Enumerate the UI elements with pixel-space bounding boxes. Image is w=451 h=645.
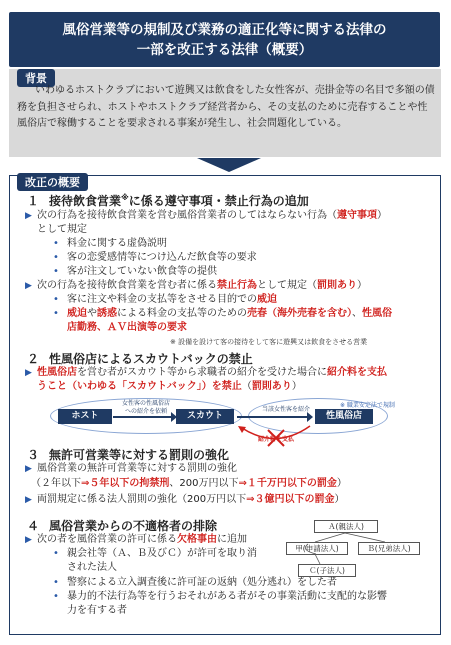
arrow-right-icon xyxy=(307,412,313,422)
s3-p2-text-c: ） xyxy=(336,478,347,489)
list-item xyxy=(53,265,217,279)
s1-p1-text-b: ） xyxy=(377,210,387,221)
s1-bullet-4-red: 威迫 xyxy=(257,294,277,305)
section-2-title: 性風俗店によるスカウトバックの禁止 xyxy=(49,352,253,366)
org-connectors xyxy=(280,530,430,566)
s1-p2-red-2: 罰則あり xyxy=(317,280,357,291)
s2-red-4: 罰則あり xyxy=(251,381,292,392)
s1-p2-text-b: として規定（ xyxy=(257,280,317,291)
s4-bullet-1: 親会社等（Ａ、Ｂ及びＣ）が許可を取り消 xyxy=(67,548,257,559)
list-item xyxy=(53,307,438,321)
s2-red-1: 性風俗店 xyxy=(37,367,77,378)
arrow-right-icon xyxy=(171,412,177,422)
s1-b5-text-b: による料金の支払等のための xyxy=(117,308,247,319)
dot-bullet-icon: • xyxy=(53,308,59,319)
s3-p3-text-a: 両罰規定に係る法人罰則の強化（200万円以下 xyxy=(37,494,247,505)
triangle-bullet-icon: ▶ xyxy=(25,211,32,221)
s3-p2-red-2: ⇒１千万円以下の罰金 xyxy=(238,478,337,489)
dot-bullet-icon: • xyxy=(53,294,59,305)
s3-p2-text-a: （２年以下 xyxy=(31,478,81,489)
s1-b5-red-1: 威迫 xyxy=(67,308,87,319)
s1-p1-text: 次の行為を接待飲食営業を営む風俗営業者のしてはならない行為（ xyxy=(37,210,337,221)
section-4-number: ４ xyxy=(27,519,40,533)
s4-bullet-2: 警察による立入調査後に許可証の返納（処分逃れ）をした者 xyxy=(67,577,337,588)
s1-bullet-1: 料金に関する虚偽説明 xyxy=(67,238,167,249)
s1-p2-text-c: ） xyxy=(357,280,367,291)
dot-bullet-icon: • xyxy=(53,252,59,263)
s4-para-1 xyxy=(25,533,247,547)
diagram-label-payment: 紹介料を支払 xyxy=(258,436,295,443)
s3-para-3 xyxy=(25,493,435,507)
s2-text-c: ） xyxy=(291,381,302,392)
org-node-b: Ｂ(兄弟法人) xyxy=(358,542,420,555)
list-item xyxy=(53,590,435,604)
background-text: いわゆるホストクラブにおいて遊興又は飲食をした女性客が、売掛金等の名目で多額の債務を負担させられ、ホストやホストクラブ経営者から、その支払のために売春することや性風俗店で稼働することを要求される事案が発生し、社会問題化している。 xyxy=(17,85,435,129)
dot-bullet-icon: • xyxy=(53,591,59,602)
diagram-node-shop: 性風俗店 xyxy=(315,409,373,424)
s1-p1-red: 遵守事項 xyxy=(337,210,377,221)
s2-red-3: うこと（いわゆる「スカウトバック」）を禁止 xyxy=(37,381,242,392)
s1-bullet-3: 客が注文していない飲食等の提供 xyxy=(67,266,217,277)
s4-p1-text-b: に追加 xyxy=(217,534,247,545)
section-1-number: １ xyxy=(27,194,40,208)
triangle-bullet-icon: ▶ xyxy=(25,464,32,474)
section-1-title-mark: ※ xyxy=(121,193,129,202)
section-1-title-rest: に係る遵守事項・禁止行為の追加 xyxy=(128,194,309,208)
section-3-heading xyxy=(27,446,229,463)
list-item xyxy=(53,251,257,265)
diagram-note: ※ 職業安定法で規制 xyxy=(340,402,395,409)
section-2-number: ２ xyxy=(27,352,40,366)
s1-bullet-2: 客の恋愛感情等につけ込んだ飲食等の要求 xyxy=(67,252,257,263)
page-title xyxy=(9,12,440,67)
list-item xyxy=(53,576,337,590)
s1-bullet-4: 客に注文や料金の支払等をさせる目的での xyxy=(67,294,257,305)
diagram-label-2: への紹介を依頼 xyxy=(124,408,167,415)
s4-p1-red: 欠格事由 xyxy=(177,534,217,545)
title-line-1: 風俗営業等の規制及び業務の適正化等に関する法律の xyxy=(62,21,387,38)
dot-bullet-icon: • xyxy=(53,548,59,559)
s1-para-2 xyxy=(25,279,435,293)
s1-bullet-5-cont: 店勤務、ＡＶ出演等の要求 xyxy=(67,322,187,333)
section-3-title: 無許可営業等に対する罰則の強化 xyxy=(49,448,230,462)
list-item xyxy=(53,293,277,307)
list-item xyxy=(53,547,257,561)
s3-p1-text: 風俗営業の無許可営業等に対する罰則の強化 xyxy=(37,463,237,474)
diagram-label-1: 女性客の性風俗店 xyxy=(121,400,170,407)
s3-p2-text-b: 、200万円以下 xyxy=(169,478,239,489)
diagram-arrow-line-1 xyxy=(113,416,175,418)
s3-para-1 xyxy=(25,462,237,476)
s2-para xyxy=(25,366,435,380)
s4-bullet-3: 暴力的不法行為等を行うおそれがある者がその事業活動に支配的な影響 xyxy=(67,591,387,602)
s1-p2-red-1: 禁止行為 xyxy=(217,280,257,291)
dot-bullet-icon: • xyxy=(53,577,59,588)
triangle-bullet-icon: ▶ xyxy=(25,281,32,291)
title-line-2: 一部を改正する法律（概要） xyxy=(136,41,313,58)
s2-red-2: 紹介料を支払 xyxy=(327,367,387,378)
section-2-heading xyxy=(27,350,253,367)
triangle-bullet-icon: ▶ xyxy=(25,535,32,545)
s1-footnote: ※ 設備を設けて客の接待をして客に遊興又は飲食をさせる営業 xyxy=(170,338,368,346)
dot-bullet-icon: • xyxy=(53,238,59,249)
section-1-title: 接待飲食営業 xyxy=(49,194,122,208)
diagram-node-scout: スカウト xyxy=(176,409,234,424)
triangle-bullet-icon: ▶ xyxy=(25,495,32,505)
down-arrow-icon xyxy=(197,158,261,172)
s3-para-2 xyxy=(31,477,436,491)
overview-label-wrap xyxy=(17,171,88,191)
section-3-number: ３ xyxy=(27,448,40,462)
diagram-node-host: ホスト xyxy=(58,409,112,424)
s1-b5-red-4: 性風俗 xyxy=(362,308,392,319)
s1-b5-red-2: 誘惑 xyxy=(97,308,117,319)
diagram-label-request xyxy=(120,400,172,416)
triangle-bullet-icon: ▶ xyxy=(25,368,32,378)
background-label: 背景 xyxy=(17,69,55,87)
s3-p3-red: ⇒３億円以下の罰金 xyxy=(246,494,335,505)
s2-para-cont xyxy=(37,380,302,394)
diagram-arrow-line-2 xyxy=(237,416,309,418)
s1-para-1-cont: として規定 xyxy=(37,224,87,235)
s4-bullet-3-cont: 力を有する者 xyxy=(67,605,127,616)
s4-p1-text-a: 次の者を風俗営業の許可に係る xyxy=(37,534,177,545)
s3-p2-red-1: ⇒５年以下の拘禁刑 xyxy=(81,478,170,489)
overview-label: 改正の概要 xyxy=(17,173,88,191)
s1-b5-text-c: 、 xyxy=(352,308,362,319)
org-node-a: Ａ(親法人) xyxy=(314,520,378,533)
s1-p2-text: 次の行為を接待飲食営業を営む者に係る xyxy=(37,280,217,291)
s2-text-b: （ xyxy=(241,381,252,392)
section-4-title: 風俗営業からの不適格者の排除 xyxy=(49,519,218,533)
section-1-heading xyxy=(27,192,309,209)
s1-b5-red-3: 売春（海外売春を含む） xyxy=(247,308,352,319)
s1-para-1 xyxy=(25,209,435,223)
s1-b5-text-a: や xyxy=(87,308,97,319)
dot-bullet-icon: • xyxy=(53,266,59,277)
s2-text-a: を営む者がスカウト等から求職者の紹介を受けた場合に xyxy=(77,367,327,378)
s4-bullet-1-cont: された法人 xyxy=(67,562,117,573)
s3-p3-text-b: ） xyxy=(334,494,345,505)
section-4-heading xyxy=(27,517,217,534)
org-node-c: Ｃ(子法人) xyxy=(298,564,356,577)
list-item xyxy=(53,237,167,251)
org-node-k: 甲(申請法人) xyxy=(286,542,348,555)
diagram-label-introduce: 当該女性客を紹介 xyxy=(262,406,311,413)
